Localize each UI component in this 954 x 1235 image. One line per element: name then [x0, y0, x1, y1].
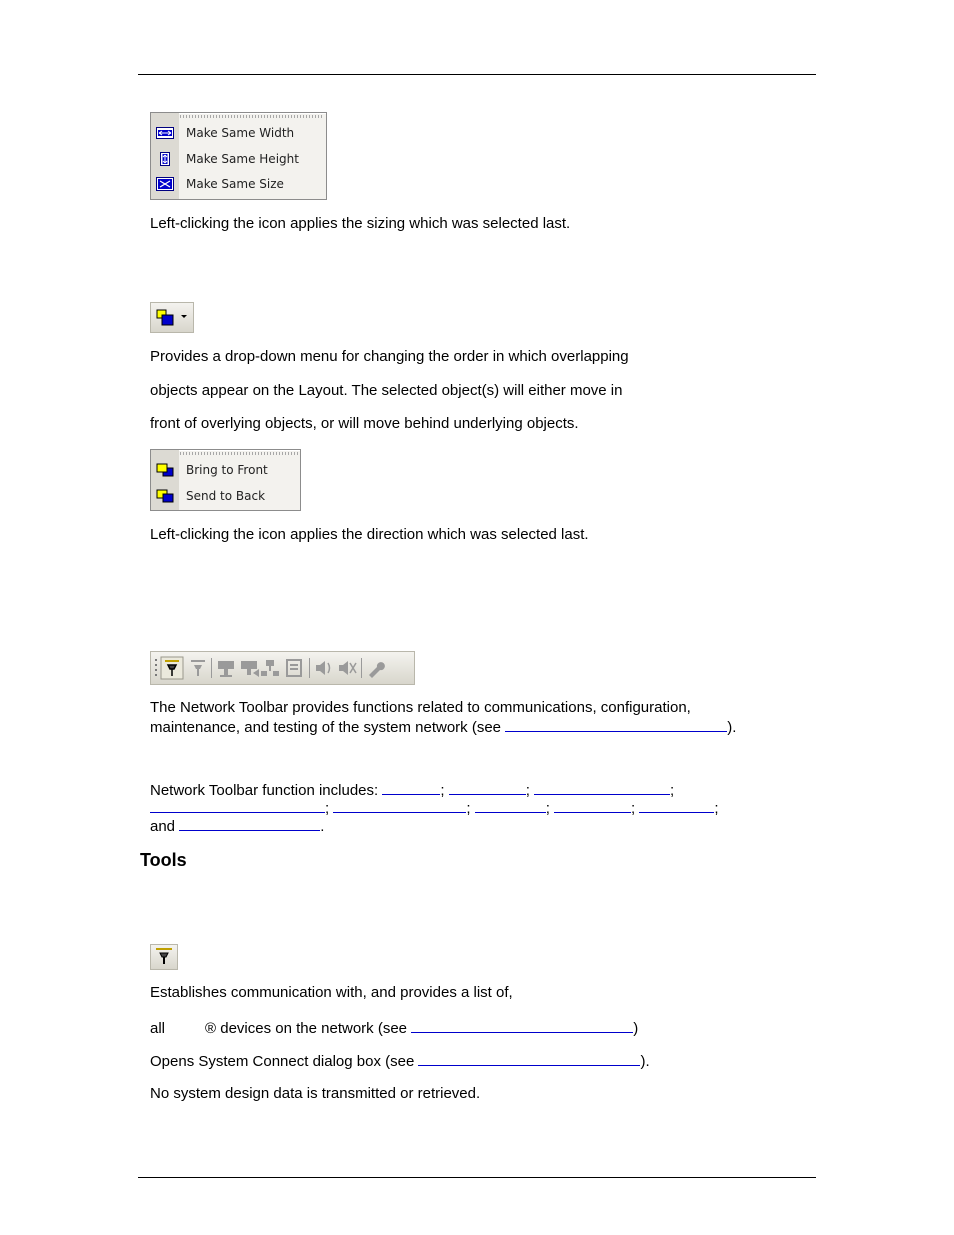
order-note: Left-clicking the icon applies the direction which was selected last.	[150, 526, 589, 543]
function-link-8[interactable]	[639, 798, 714, 813]
disconnect-icon	[191, 660, 205, 676]
connect-icon	[154, 947, 174, 967]
bring-to-front-icon	[156, 463, 174, 477]
connect-line-1: Establishes communication with, and provides a list of,	[150, 984, 513, 1001]
mute-icon	[339, 661, 356, 675]
network-intro-suffix: ).	[727, 719, 737, 736]
connect-line-4: No system design data is transmitted or retrieved.	[150, 1085, 481, 1102]
connect-devices-link[interactable]	[411, 1018, 633, 1033]
and-word: and	[150, 818, 176, 835]
network-intro-prefix: maintenance, and testing of the system network (see	[150, 719, 502, 736]
separator: ;	[631, 800, 636, 817]
tools-heading: Tools	[140, 850, 187, 870]
menu-item-bring-to-front[interactable]	[151, 458, 300, 483]
connect-icon	[161, 657, 183, 679]
order-toolbar-button[interactable]	[150, 302, 194, 333]
order-description-line-2: objects appear on the Layout. The selected object(s) will either move in	[150, 382, 623, 399]
connect-all-word: all	[150, 1020, 166, 1037]
network-send-icon	[241, 661, 259, 677]
connect-dialog-text: Opens System Connect dialog box (see	[150, 1053, 415, 1070]
connect-devices-text: ® devices on the network (see	[205, 1020, 408, 1037]
network-functions-prefix: Network Toolbar function includes:	[150, 782, 379, 799]
send-to-back-icon	[156, 489, 174, 503]
network-functions-line-1	[150, 780, 674, 800]
function-link-6[interactable]	[475, 798, 546, 813]
connect-tool-button[interactable]	[150, 944, 178, 970]
speaker-icon	[316, 661, 330, 675]
menu-item-send-to-back[interactable]	[151, 484, 300, 509]
order-description-line-1: Provides a drop-down menu for changing the order in which overlapping	[150, 348, 629, 365]
menu-item-make-same-size[interactable]	[151, 172, 326, 197]
connect-close-paren: )	[633, 1020, 639, 1037]
function-link-5[interactable]	[333, 798, 466, 813]
network-device-icon	[218, 661, 234, 677]
network-functions-line-3	[150, 816, 324, 836]
toolbar-separator	[211, 658, 212, 678]
function-link-3[interactable]	[534, 780, 670, 795]
function-link-1[interactable]	[382, 780, 440, 795]
toolbar-separator	[361, 658, 362, 678]
toolbar-grip-icon	[155, 659, 157, 676]
network-intro-line-1: The Network Toolbar provides functions related to communications, configuration,	[150, 699, 691, 716]
menu-item-make-same-height[interactable]	[151, 147, 326, 172]
menu-item-make-same-width[interactable]	[151, 121, 326, 146]
network-functions-line-2	[150, 798, 719, 818]
menu-item-label: Bring to Front	[186, 463, 268, 477]
order-icon	[156, 309, 176, 327]
network-toolbar-icons	[153, 655, 412, 681]
function-link-9[interactable]	[179, 816, 320, 831]
same-size-icon	[156, 177, 174, 191]
chevron-down-icon	[181, 315, 187, 319]
separator: ;	[714, 800, 719, 817]
tools-wrench-icon	[369, 662, 385, 678]
period: .	[320, 818, 325, 835]
menu-item-label: Make Same Size	[186, 177, 284, 191]
network-overview-link[interactable]	[505, 717, 727, 732]
connect-line-3	[150, 1051, 650, 1071]
separator: ;	[325, 800, 330, 817]
system-connect-link[interactable]	[418, 1051, 640, 1066]
function-link-7[interactable]	[554, 798, 631, 813]
connect-dialog-suffix: ).	[640, 1053, 650, 1070]
toolbar-separator	[309, 658, 310, 678]
order-menu	[150, 449, 301, 511]
separator: ;	[525, 782, 530, 799]
menu-item-label: Send to Back	[186, 489, 266, 503]
menu-item-label: Make Same Width	[186, 126, 295, 140]
menu-item-label: Make Same Height	[186, 152, 299, 166]
order-description-line-3: front of overlying objects, or will move behind underlying objects.	[150, 415, 579, 432]
network-intro-line-2	[150, 717, 736, 737]
sizing-menu	[150, 112, 327, 200]
footer-rule	[138, 1177, 816, 1178]
function-link-2[interactable]	[449, 780, 526, 795]
header-rule	[138, 74, 816, 75]
same-height-icon	[156, 152, 174, 166]
separator: ;	[670, 782, 675, 799]
same-width-icon	[156, 126, 174, 140]
separator: ;	[466, 800, 471, 817]
configuration-document-icon	[287, 660, 301, 676]
separator: ;	[545, 800, 550, 817]
function-link-4[interactable]	[150, 798, 325, 813]
connect-line-2	[150, 1018, 638, 1038]
sizing-note: Left-clicking the icon applies the sizing which was selected last.	[150, 215, 571, 232]
separator: ;	[440, 782, 445, 799]
network-toolbar	[150, 651, 415, 685]
network-tree-icon	[261, 660, 279, 676]
